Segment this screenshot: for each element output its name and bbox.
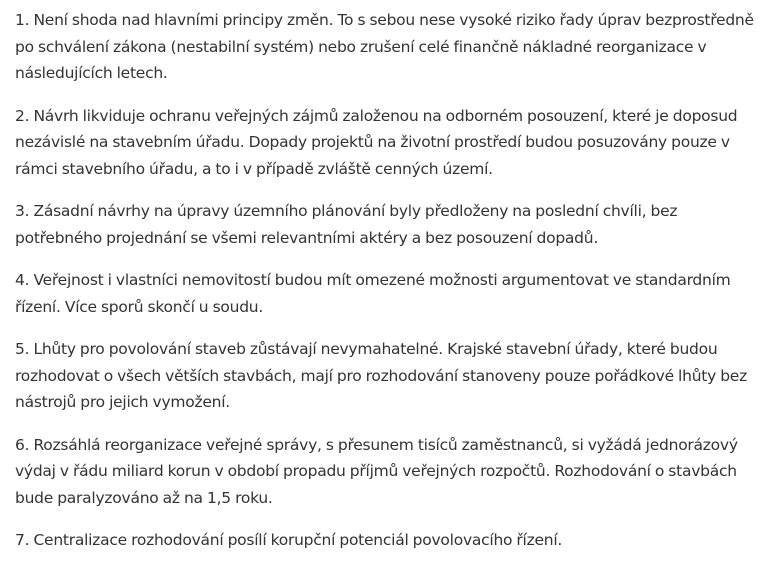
paragraph-point-4: 4. Veřejnost i vlastníci nemovitostí budou mít omezené možnosti argumentovat ve standardním řízení. Více sporů skončí u soudu. bbox=[15, 271, 731, 316]
paragraph-point-3: 3. Zásadní návrhy na úpravy územního plánování byly předloženy na poslední chvíli, bez potřebného projednání se všemi relevantními aktéry a bez posouzení dopadů. bbox=[15, 202, 678, 247]
paragraph-point-7: 7. Centralizace rozhodování posílí korupční potenciál povolovacího řízení. bbox=[15, 531, 563, 549]
paragraph-point-6: 6. Rozsáhlá reorganizace veřejné správy, s přesunem tisíců zaměstnanců, si vyžádá jednorázový výdaj v řádu miliard korun v období propadu příjmů veřejných rozpočtů. Rozhodování o stavbách bude paralyzováno až na 1,5 roku. bbox=[15, 435, 738, 507]
document-body bbox=[15, 7, 755, 570]
paragraph-point-5: 5. Lhůty pro povolování staveb zůstávají nevymahatelné. Krajské stavební úřady, které budou rozhodovat o všech větších stavbách, mají pro rozhodování stanoveny pouze pořádkové lhůty bez nástrojů pro jejich vymožení. bbox=[15, 340, 747, 411]
paragraph-point-2: 2. Návrh likviduje ochranu veřejných zájmů založenou na odborném posouzení, které je doposud nezávislé na stavebním úřadu. Dopady projektů na životní prostředí budou posuzovány pouze v rámci stavebního úřadu, a to i v případě zvláště cenných území. bbox=[15, 106, 738, 178]
paragraph-point-1: 1. Není shoda nad hlavními principy změn. To s sebou nese vysoké riziko řady úprav bezprostředně po schválení zákona (nestabilní systém) nebo zrušení celé finančně nákladné reorganizace v následujících letech. bbox=[15, 11, 754, 82]
